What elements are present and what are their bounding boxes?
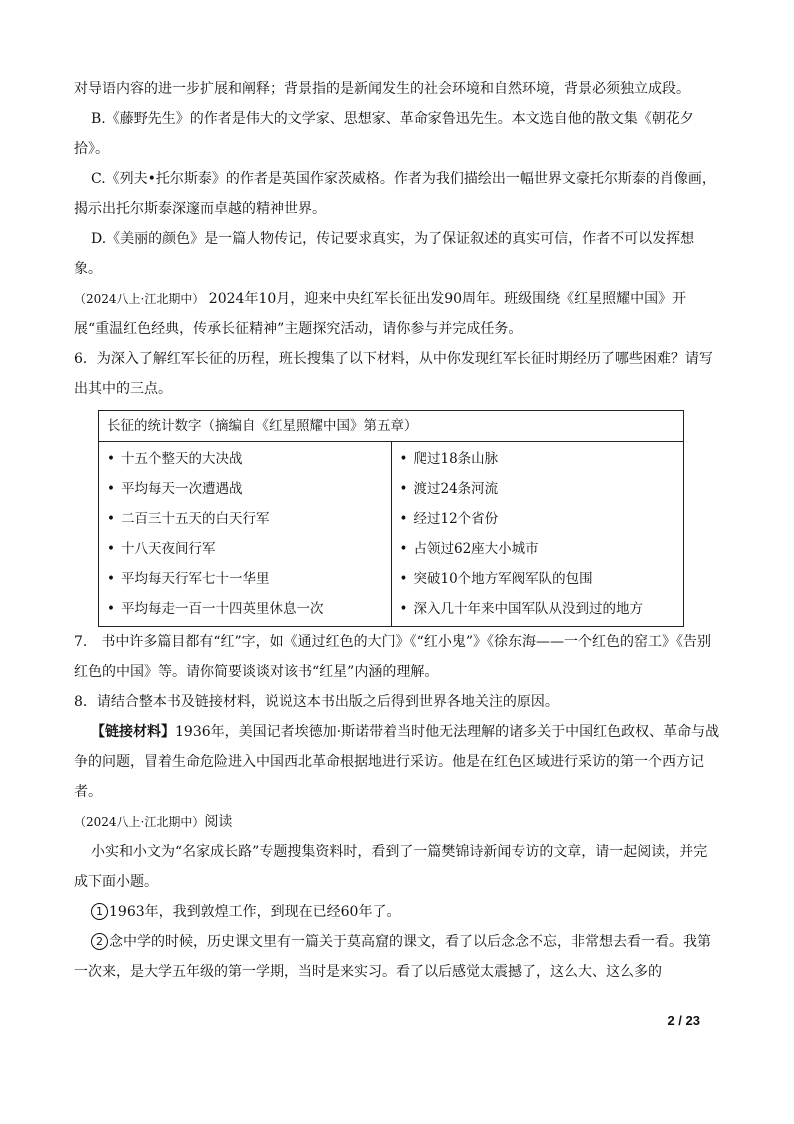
list-item: • 突破10个地方军阀军队的包围 [400,564,676,594]
option-b: B.《藤野先生》的作者是伟大的文学家、思想家、革命家鲁迅先生。本文选自他的散文集《朝花夕拾》。 [74,111,694,157]
long-march-stats-table [98,410,684,627]
bullet-icon: • [399,511,408,527]
table-right-column [391,442,684,627]
question-8: 8．请结合整本书及链接材料，说说这本书出版之后得到世界各地关注的原因。 [74,694,559,710]
document-page [74,74,720,987]
section-intro-text: 2024年10月，迎来中央红军长征出发90周年。班级围绕《红星照耀中国》开展“重温红色经典，传承长征精神”主题探究活动，请你参与并完成任务。 [74,291,687,337]
source-tag: （2024八上·江北期中） [74,292,205,306]
bullet-icon: • [107,451,115,467]
list-item: • 二百三十五天的白天行军 [107,504,383,534]
section-reading-word: 阅读 [204,814,233,830]
list-item: • 经过12个省份 [400,504,676,534]
article-paragraph-1: 1 1963年，我到敦煌工作，到现在已经60年了。 [74,897,720,927]
section-intro-1 [74,284,720,344]
bullet-icon: • [399,451,408,467]
circled-number-2: 2 [91,933,108,950]
table-header: 长征的统计数字（摘编自《红星照耀中国》第五章） [99,411,684,442]
question-6: 6．为深入了解红军长征的历程，班长搜集了以下材料，从中你发现红军长征时期经历了哪些困难？请写出其中的三点。 [74,351,713,397]
source-tag: （2024八上·江北期中） [74,815,205,829]
list-item: • 爬过18条山脉 [400,444,676,474]
option-c: C.《列夫•托尔斯泰》的作者是英国作家茨威格。作者为我们描绘出一幅世界文豪托尔斯泰的肖像画，揭示出托尔斯泰深邃而卓越的精神世界。 [74,171,716,217]
article-paragraph-2: 2 念中学的时候，历史课文里有一篇关于莫高窟的课文，看了以后念念不忘，非常想去看一看。我第一次来，是大学五年级的第一学期，当时是来实习。看了以后感觉太震撼了，这么大、这么多的 [74,934,711,980]
reading-intro: 小实和小文为“名家成长路”专题搜集资料时，看到了一篇樊锦诗新闻专访的文章，请一起阅读，并完成下面小题。 [74,844,708,890]
list-item: • 渡过24条河流 [400,474,676,504]
bullet-icon: • [399,571,408,587]
list-item: • 十五个整天的大决战 [107,444,383,474]
bullet-icon: • [107,541,115,557]
bullet-icon: • [107,571,115,587]
circled-number-1: 1 [91,903,108,920]
list-item: • 占领过62座大小城市 [400,534,676,564]
list-item: • 深入几十年来中国军队从没到过的地方 [400,594,676,624]
list-item: • 平均每天一次遭遇战 [107,474,383,504]
bullet-icon: • [399,481,408,497]
link-material-text: 1936年，美国记者埃德加·斯诺带着当时他无法理解的诸多关于中国红色政权、革命与战争的问题，冒着生命危险进入中国西北革命根据地进行采访。他是在红色区域进行采访的第一个西方记者。 [74,724,720,800]
table-left-column [99,442,392,627]
list-item: • 平均每天行军七十一华里 [107,564,383,594]
list-item: • 平均每走一百一十四英里休息一次 [107,594,383,624]
option-d: D.《美丽的颜色》是一篇人物传记，传记要求真实，为了保证叙述的真实可信，作者不可以发挥想象。 [74,231,695,277]
bullet-icon: • [399,541,408,557]
question-7: 7. 书中许多篇目都有“红”字，如《通过红色的大门》《“红小鬼”》《徐东海——一个红色的窑工》《告别红色的中国》等。请你简要谈谈对该书“红星”内涵的理解。 [74,634,711,680]
paragraph-continuation: 对导语内容的进一步扩展和阐释；背景指的是新闻发生的社会环境和自然环境，背景必须独立成段。 [74,81,690,97]
bullet-icon: • [107,481,115,497]
list-item: • 十八天夜间行军 [107,534,383,564]
link-material [74,717,720,807]
link-material-label: 【链接材料】 [91,724,175,740]
page-number: 2 / 23 [667,1013,700,1028]
section-intro-2 [74,807,720,837]
bullet-icon: • [399,601,408,617]
bullet-icon: • [107,601,115,617]
bullet-icon: • [107,511,115,527]
